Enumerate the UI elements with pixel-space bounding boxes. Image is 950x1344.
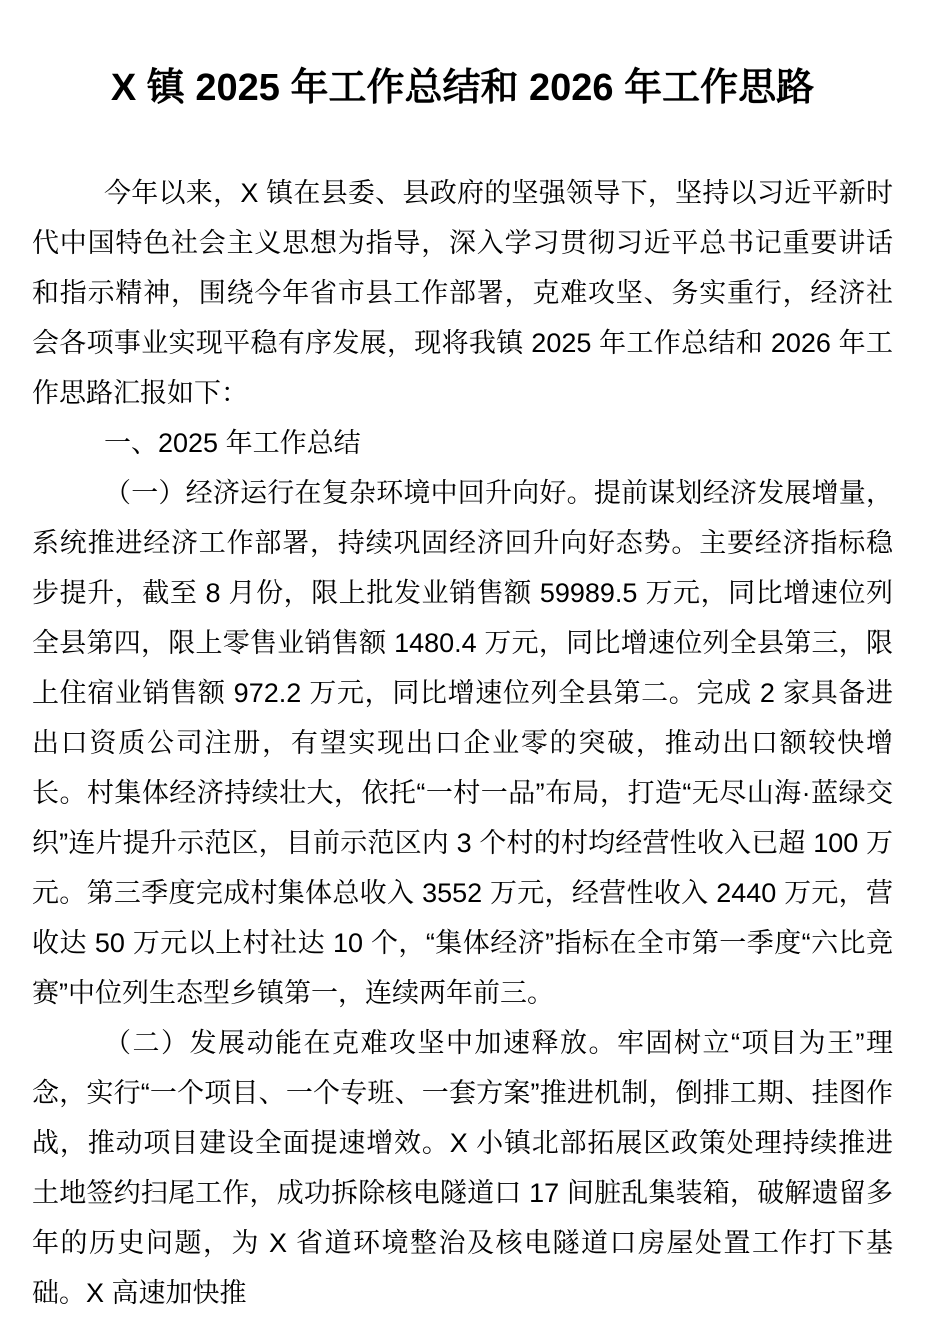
document-title: X 镇 2025 年工作总结和 2026 年工作思路 xyxy=(110,67,815,109)
section-item-1: （一）经济运行在复杂环境中回升向好。提前谋划经济发展增量，系统推进经济工作部署，持续巩固经济回升向好态势。主要经济指标稳步提升，截至 8 月份，限上批发业销售额 59989.5 万元，同比增速位列全县第四，限上零售业销售额 1480.4 万元，同比增速位列全县第三，限上住宿业销售额 972.2 万元，同比增速位列全县第二。完成 2 家具备进出口资质公司注册，有望实现出口企业零的突破，推动出口额较快增长。村集体经济持续壮大，依托“一村一品”布局，打造“无尽山海·蓝绿交织”连片提升示范区，目前示范区内 3 个村的村均经营性收入已超 100 万元。第三季度完成村集体总收入 3552 万元，经营性收入 2440 万元，营收达 50 万元以上村社达 10 个，“集体经济”指标在全市第一季度“六比竞赛”中位列生态型乡镇第一，连续两年前三。 xyxy=(32,478,893,1008)
section-heading: 一、2025 年工作总结 xyxy=(104,428,361,458)
intro-paragraph: 今年以来，X 镇在县委、县政府的坚强领导下，坚持以习近平新时代中国特色社会主义思想为指导，深入学习贯彻习近平总书记重要讲话和指示精神，围绕今年省市县工作部署，克难攻坚、务实重行，经济社会各项事业实现平稳有序发展，现将我镇 2025 年工作总结和 2026 年工作思路汇报如下： xyxy=(32,178,893,408)
section-item-2: （二）发展动能在克难攻坚中加速释放。牢固树立“项目为王”理念，实行“一个项目、一个专班、一套方案”推进机制，倒排工期、挂图作战，推动项目建设全面提速增效。X 小镇北部拓展区政策处理持续推进土地签约扫尾工作，成功拆除核电隧道口 17 间脏乱集装箱，破解遗留多年的历史问题，为 X 省道环境整治及核电隧道口房屋处置工作打下基础。X 高速加快推 xyxy=(32,1028,893,1308)
